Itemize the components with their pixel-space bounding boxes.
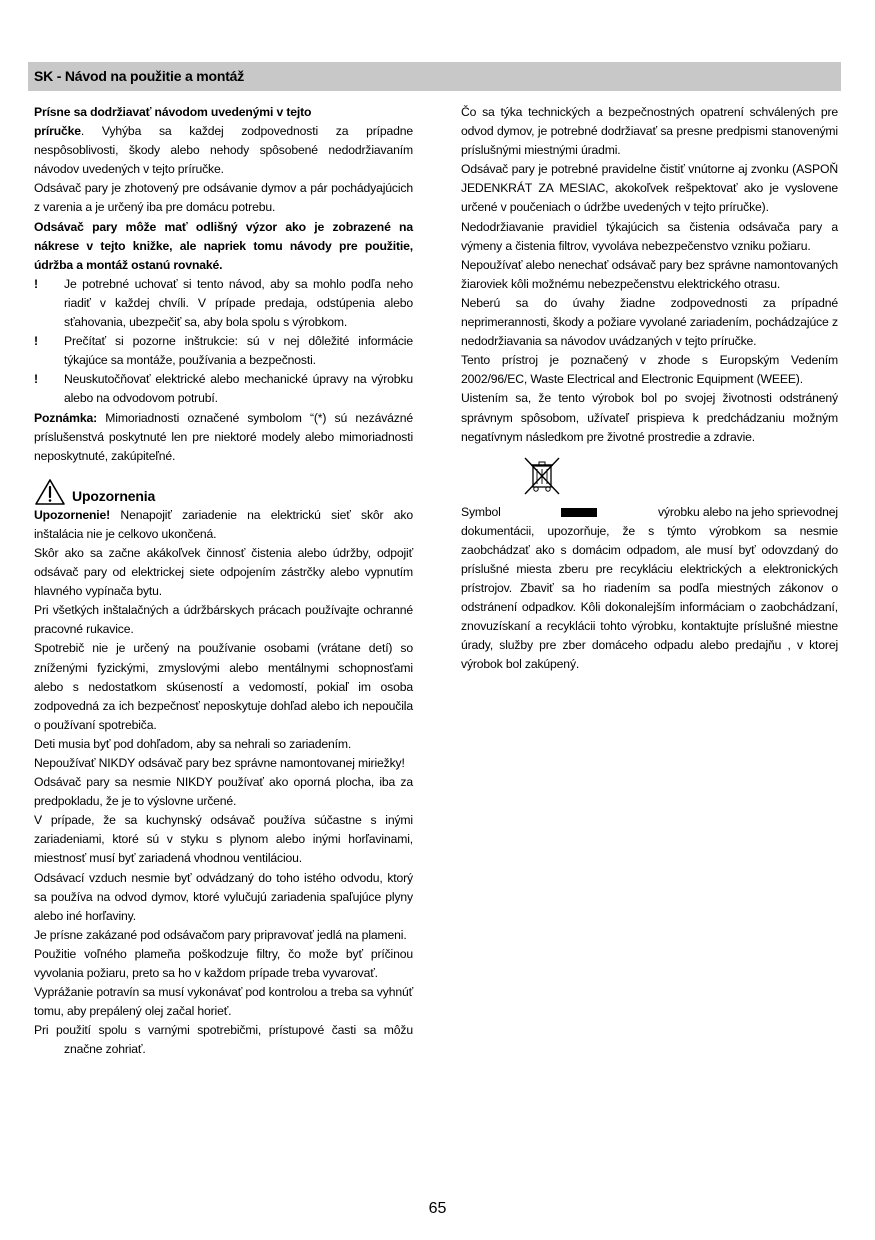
paragraph: Pri všetkých inštalačných a údržbárskych prácach používajte ochranné pracovné rukavice. [34, 603, 413, 637]
symbol-line [461, 503, 838, 522]
paragraph: Skôr ako sa začne akákoľvek činnosť čistenia alebo údržby, odpojiť odsávač pary od elektrickej siete odpojením zástrčky alebo vypnutím hlavného vypínača bytu. [34, 545, 413, 599]
black-bar-icon [561, 508, 597, 517]
paragraph: Uistením sa, že tento výrobok bol po svojej životnosti odstránený správnym spôsobom, užívateľ prispieva k predchádzaniu možným negatívnym následkom pre životné prostredie a zdravie. [461, 391, 838, 444]
paragraph: Spotrebič nie je určený na používanie osobami (vrátane detí) so zníženými fyzickými, zmyslovými alebo mentálnymi schopnosťami alebo s nedostatkom skúseností a vedomostí, pokiaľ im osoba zodpovedná za ich bezpečnosť neposkytuje dohľad alebo ich nepoučila o používaní spotrebiča. [34, 641, 413, 732]
intro-bold-a: Prísne sa dodržiavať návodom uvedenými v tejto [34, 105, 312, 119]
paragraph: Deti musia byť pod dohľadom, aby sa nehrali so zariadením. [34, 736, 352, 751]
paragraph: Použitie voľného plameňa poškodzuje filtry, čo može byť príčinou vyvolania požiaru, preto sa ho v každom prípade treba vyvarovať. [34, 946, 413, 981]
appearance-note: Odsávač pary môže mať odlišný výzor ako je zobrazené na nákrese v tejto knižke, ale napriek tomu návody pre použitie, údržba a montáž ostanú rovnaké. [34, 219, 413, 272]
list-item [34, 332, 413, 370]
paragraph: Nedodržiavanie pravidiel týkajúcich sa čistenia odsávača pary a výmeny a čistenia filtrov, vyvoláva nebezpečenstvo vzniku požiaru. [461, 219, 838, 253]
warning-paragraph [34, 506, 413, 544]
right-column [461, 103, 838, 675]
note-paragraph [34, 409, 413, 466]
symbol-paragraph: dokumentácii, upozorňuje, že s týmto výrobkom sa nesmie zaobchádzať ako s domácim odpadom, ale musí byť odovzdaný do príslušné miesta zberu pre recykláciu elektrických a elektronických prístrojov. Zbaviť sa ho riadením sa podľa miestných zákonov o odstránení odpadkov. Kôli dokonalejším informáciam o zaobchádzaní, znovuzískaní a recyklácii tohto výrobku, kontaktujte príslušné miestne úrady, služby pre zber domáceho odpadu alebo predajňu , v ktorej výrobok bol zakúpený. [461, 523, 838, 672]
exclamation-mark: ! [34, 334, 38, 349]
list-item-text: Prečítať si pozorne inštrukcie: sú v nej dôležité informácie týkajúce sa montáže, používania a bezpečnosti. [64, 334, 413, 368]
left-column [34, 103, 413, 1060]
symbol-after: výrobku alebo na jeho sprievodnej [657, 504, 838, 519]
section-title: SK - Návod na použitie a montáž [34, 68, 245, 84]
paragraph: Neberú sa do úvahy žiadne zodpovednosti za prípadné neprimerannosti, škody a požiare vyvolané zariadením, pochádzajúce z nedodržiavania sa návodov uvádzaných v tejto príručke. [461, 295, 838, 349]
paragraph: Nepoužívať alebo nenechať odsávač pary bez správne namontovaných žiaroviek kôli možnému nebezpečenstvu elektrického otrasu. [461, 257, 838, 291]
warnings-heading [34, 478, 413, 506]
list-item-text: Je potrebné uchovať si tento návod, aby sa mohlo podľa neho riadiť v každej chvíli. V prípade predaja, odstúpenia alebo sťahovania, ubezpečiť sa, aby bola spolu s výrobkom. [64, 276, 413, 330]
paragraph: Nepoužívať NIKDY odsávač pary bez správne namontovanej miriežky! [34, 756, 405, 770]
list-item [34, 275, 413, 332]
list-item [34, 370, 413, 408]
paragraph: Pri použití spolu s varnými spotrebičmi, prístupové časti sa môžu značne zohriať. [34, 1023, 413, 1057]
paragraph: Odsávač pary sa nesmie NIKDY používať ako oporná plocha, iba za predpokladu, že je to výslovne určené. [34, 775, 413, 809]
note-text: Mimoriadnosti označené symbolom “(*) sú nezávázné príslušenstvá poskytnuté len pre niektoré modely alebo mimoriadnosti neposkytnuté, zakúpiteľné. [34, 410, 413, 463]
section-header [28, 62, 841, 91]
paragraph: Vyprážanie potravín sa musí vykonávať pod kontrolou a treba sa vyhnúť tomu, aby prepálený olej začal horieť. [34, 985, 413, 1019]
purpose-paragraph: Odsávač pary je zhotovený pre odsávanie dymov a pár pochádyajúcich z varenia a je určený iba pre domácu potrebu. [34, 181, 413, 215]
intro-rest: . Vyhýba sa každej zodpovednosti za prípadne nespôsoblivosti, škody alebo nehody spôsobené nedodržiavaním návodov uvedených v tejto príručke. [34, 124, 413, 177]
warning-text: Nenapojiť zariadenie na elektrickú sieť skôr ako inštalácia nie je celkovo ukončená. [34, 507, 413, 541]
paragraph: Tento prístroj je poznačený v zhode s Europským Vedením 2002/96/EC, Waste Electrical and Electronic Equipment (WEEE). [461, 353, 838, 387]
paragraph: Odsávací vzduch nesmie byť odvádzaný do toho istého odvodu, ktorý sa používa na odvod dymov, ktoré vylučujú zariadenia spaľujúce plyny alebo iné horľaviny. [34, 870, 413, 923]
paragraph: Je prísne zakázané pod odsávačom pary pripravovať jedlá na plameni. [34, 927, 407, 942]
paragraph: Odsávač pary je potrebné pravidelne čistiť vnútorne aj zvonku (ASPOŇ JEDENKRÁT ZA MESIAC, akokoľvek rešpektovať ako je vyslovene určené v poučeniach o údržbe uvedených v tejto príručke). [461, 162, 838, 215]
symbol-word: Symbol [461, 504, 501, 519]
warning-label: Upozornenie! [34, 507, 111, 522]
exclamation-mark: ! [34, 276, 38, 291]
paragraph: Čo sa týka technických a bezpečnostných opatrení schválených pre odvod dymov, je potrebné dodržiavať sa presne predpismi stanovenými príslušnými miestnými úradmi. [461, 105, 838, 158]
paragraph: V prípade, že sa kuchynský odsávač používa súčastne s inými zariadeniami, ktoré sú v styku s plynom alebo inými horľavinami, miestnosť musí byť zariadená vhodnou ventiláciou. [34, 813, 413, 866]
exclamation-mark: ! [34, 372, 38, 387]
note-label: Poznámka: [34, 410, 97, 425]
page-number: 65 [428, 1200, 447, 1217]
weee-crossed-bin-icon [521, 455, 563, 497]
warning-triangle-icon [34, 478, 66, 506]
list-item-text: Neuskutočňovať elektrické alebo mechanické úpravy na výrobku alebo na odvodovom potrubí. [64, 372, 413, 406]
warnings-title: Upozornenia [72, 487, 156, 504]
intro-bold-b: príručke [34, 124, 81, 139]
intro-paragraph [34, 103, 413, 179]
